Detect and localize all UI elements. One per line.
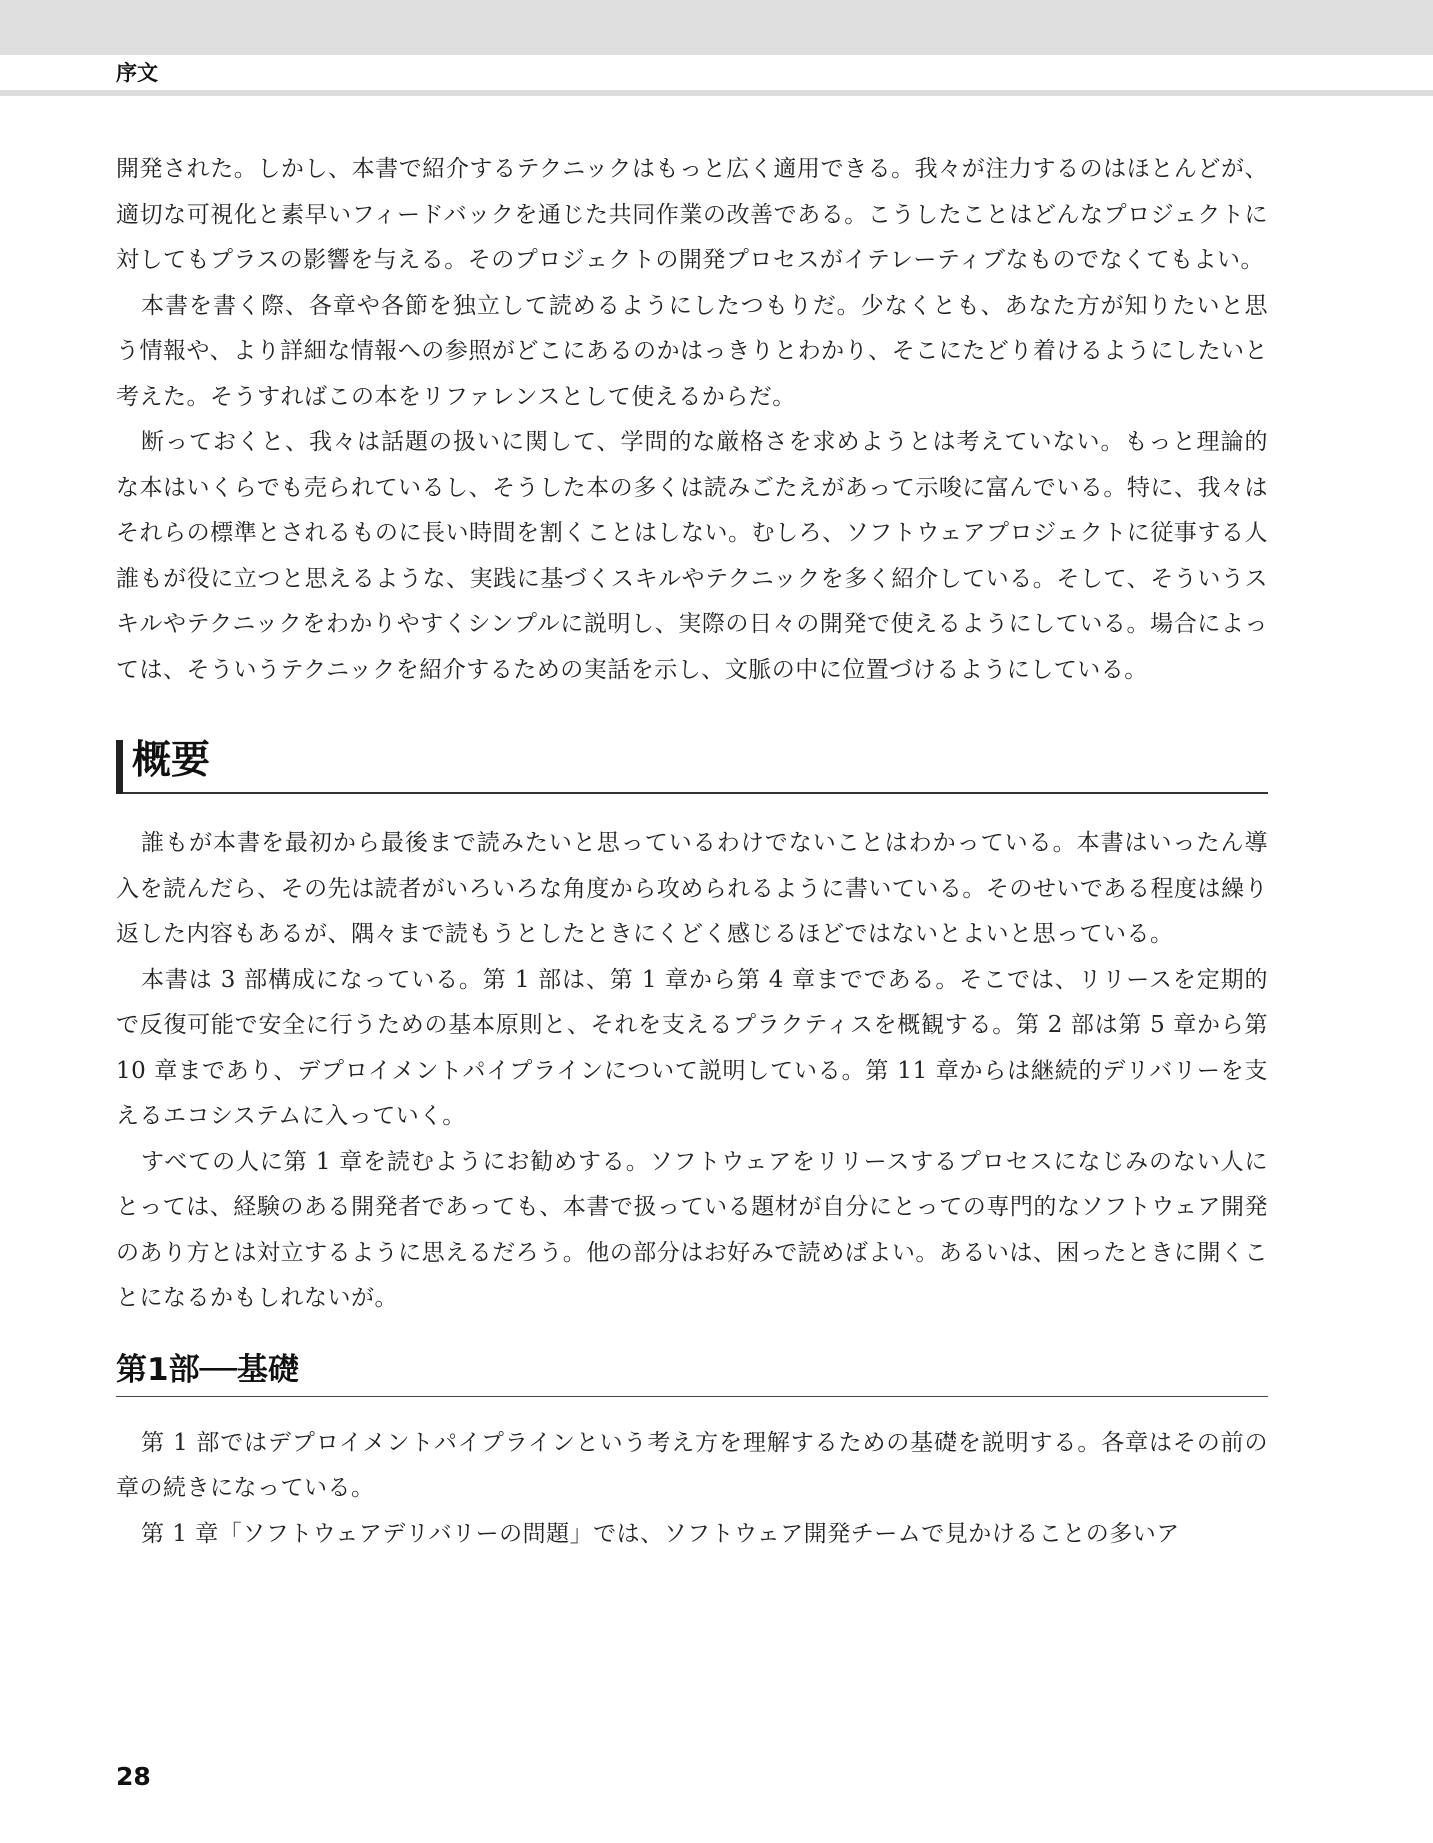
part1-paragraph-1: 第 1 部ではデプロイメントパイプラインという考え方を理解するための基礎を説明する。各章はその前の章の続きになっている。 [116,1429,1268,1501]
intro-paragraph-3: 断っておくと、我々は話題の扱いに関して、学問的な厳格さを求めようとは考えていない。もっと理論的な本はいくらでも売られているし、そうした本の多くは読みごたえがあって示唆に富んでいる。特に、我々はそれらの標準とされるものに長い時間を割くことはしない。むしろ、ソフトウェアプロジェクトに従事する人誰もが役に立つと思えるような、実践に基づくスキルやテクニックを多く紹介している。そして、そういうスキルやテクニックをわかりやすくシンプルに説明し、実際の日々の開発で使えるようにしている。場合によっては、そういうテクニックを紹介するための実話を示し、文脈の中に位置づけるようにしている。 [116,429,1268,683]
header-band [0,0,1433,55]
page-body [116,147,1268,1557]
overview-paragraph-2: 本書は 3 部構成になっている。第 1 部は、第 1 章から第 4 章までである。そこでは、リリースを定期的で反復可能で安全に行うための基本原則と、それを支えるプラクティスを概観する。第 2 部は第 5 章から第 10 章まであり、デプロイメントパイプラインについて説明している。第 11 章からは継続的デリバリーを支えるエコシステムに入っていく。 [116,966,1268,1129]
header-rule [0,90,1433,96]
part1-paragraph-2: 第 1 章「ソフトウェアデリバリーの問題」では、ソフトウェア開発チームで見かけることの多いア [141,1520,1180,1547]
page-header [0,0,1433,96]
section-spacer [116,794,1268,821]
running-title: 序文 [116,61,158,85]
subsection-spacer [116,1397,1268,1421]
section-heading-overview [116,736,1268,794]
subsection-heading-part1 [116,1344,1268,1397]
section-heading-text: 概要 [132,738,211,783]
overview-paragraph-1: 誰もが本書を最初から最後まで読みたいと思っているわけでないことはわかっている。本書はいったん導入を読んだら、その先は読者がいろいろな角度から攻められるように書いている。そのせいである程度は繰り返した内容もあるが、隅々まで読もうとしたときにくどく感じるほどではないとよいと思っている。 [116,830,1268,947]
subsection-heading-text: 第1部──基礎 [116,1351,299,1388]
intro-paragraph-2: 本書を書く際、各章や各節を独立して読めるようにしたつもりだ。少なくとも、あなた方が知りたいと思う情報や、より詳細な情報への参照がどこにあるのかはっきりとわかり、そこにたどり着けるようにしたいと考えた。そうすればこの本をリファレンスとして使えるからだ。 [116,292,1269,410]
intro-paragraph-1: 開発された。しかし、本書で紹介するテクニックはもっと広く適用できる。我々が注力するのはほとんどが、適切な可視化と素早いフィードバックを通じた共同作業の改善である。こうしたことはどんなプロジェクトに対してもプラスの影響を与える。そのプロジェクトの開発プロセスがイテレーティブなものでなくてもよい。 [116,156,1268,273]
page-number: 28 [116,1762,151,1791]
section-heading-bar [116,740,123,794]
overview-paragraph-3: すべての人に第 1 章を読むようにお勧めする。ソフトウェアをリリースするプロセスになじみのない人にとっては、経験のある開発者であっても、本書で扱っている題材が自分にとっての専門的なソフトウェア開発のあり方とは対立するように思えるだろう。他の部分はお好みで読めばよい。あるいは、困ったときに開くことになるかもしれないが。 [116,1148,1268,1311]
